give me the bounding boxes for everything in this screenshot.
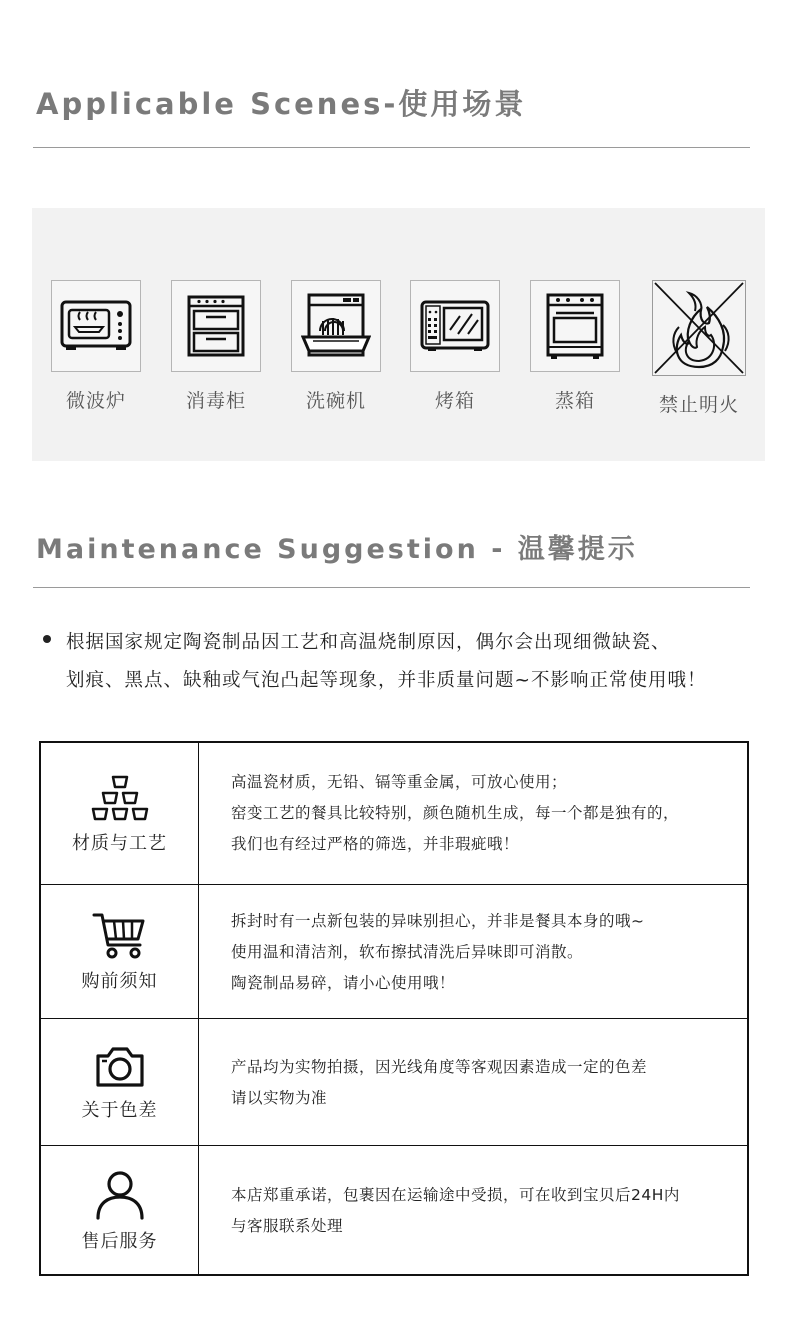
shopping-cart-icon	[92, 911, 148, 961]
user-icon	[94, 1169, 146, 1221]
description-cell	[231, 1019, 741, 1146]
oven-icon	[418, 298, 492, 354]
table-row	[41, 1145, 747, 1275]
no-open-flame-icon	[653, 281, 745, 375]
scenes-panel	[32, 208, 765, 461]
category-label: 售后服务	[81, 1230, 158, 1252]
category-cell	[41, 1019, 198, 1146]
scene-icon-box	[51, 280, 141, 372]
description-line: 我们也有经过严格的筛选，并非瑕疵哦！	[231, 835, 520, 853]
scene-sterilizer-cabinet	[166, 280, 266, 413]
info-table	[39, 741, 749, 1276]
scene-oven	[405, 280, 505, 413]
table-row	[41, 884, 747, 1019]
category-cell	[41, 885, 198, 1019]
description-line: 窑变工艺的餐具比较特别，颜色随机生成，每一个都是独有的，	[231, 804, 680, 822]
maintenance-title: Maintenance Suggestion - 温馨提示	[36, 534, 638, 565]
scene-label: 微波炉	[65, 390, 126, 412]
scene-steam-oven	[525, 280, 625, 413]
description-line: 与客服联系处理	[231, 1216, 344, 1235]
scene-label: 蒸箱	[554, 390, 595, 412]
table-row	[41, 743, 747, 884]
sterilizer-cabinet-icon	[183, 293, 249, 359]
description-line: 拆封时有一点新包装的异味别担心，并非是餐具本身的哦~	[231, 911, 645, 930]
scene-icon-box	[171, 280, 261, 372]
notice-line: 根据国家规定陶瓷制品因工艺和高温烧制原因，偶尔会出现细微缺瓷、	[66, 632, 671, 653]
applicable-scenes-title: Applicable Scenes-使用场景	[36, 87, 527, 121]
notice-line: 划痕、黑点、缺釉或气泡凸起等现象，并非质量问题~不影响正常使用哦！	[66, 670, 707, 691]
scene-no-open-flame	[649, 280, 749, 417]
category-label: 关于色差	[81, 1099, 158, 1121]
gold-bars-icon	[88, 773, 152, 823]
scene-icon-box	[291, 280, 381, 372]
scene-icon-box	[410, 280, 500, 372]
title-divider	[33, 587, 750, 588]
description-cell	[231, 743, 741, 884]
bullet-dot	[43, 635, 51, 643]
description-line: 陶瓷制品易碎，请小心使用哦！	[231, 973, 456, 992]
category-cell	[41, 743, 198, 884]
category-label: 材质与工艺	[72, 832, 167, 854]
description-line: 高温瓷材质，无铅、镉等重金属，可放心使用；	[231, 773, 568, 791]
dishwasher-icon	[301, 291, 371, 361]
description-line: 请以实物为准	[231, 1088, 328, 1107]
category-cell	[41, 1146, 198, 1275]
scene-microwave	[46, 280, 146, 413]
description-line: 使用温和清洁剂，软布擦拭清洗后异味即可消散。	[231, 942, 584, 961]
table-row	[41, 1018, 747, 1146]
description-line: 产品均为实物拍摄，因光线角度等客观因素造成一定的色差	[231, 1057, 648, 1076]
scene-icon-box	[652, 280, 746, 376]
scene-label: 洗碗机	[305, 390, 366, 412]
scene-icon-box	[530, 280, 620, 372]
steam-oven-icon	[544, 291, 606, 361]
description-cell	[231, 885, 741, 1019]
description-cell	[231, 1146, 741, 1275]
camera-icon	[93, 1044, 147, 1090]
scene-dishwasher	[286, 280, 386, 413]
category-label: 购前须知	[81, 971, 158, 992]
notice-text	[66, 624, 766, 700]
title-divider	[33, 147, 750, 148]
scene-label: 烤箱	[434, 390, 475, 412]
scene-label: 消毒柜	[185, 390, 246, 412]
description-line: 本店郑重承诺，包裹因在运输途中受损，可在收到宝贝后24H内	[231, 1185, 680, 1204]
microwave-icon	[58, 294, 134, 358]
scene-label: 禁止明火	[658, 394, 739, 416]
